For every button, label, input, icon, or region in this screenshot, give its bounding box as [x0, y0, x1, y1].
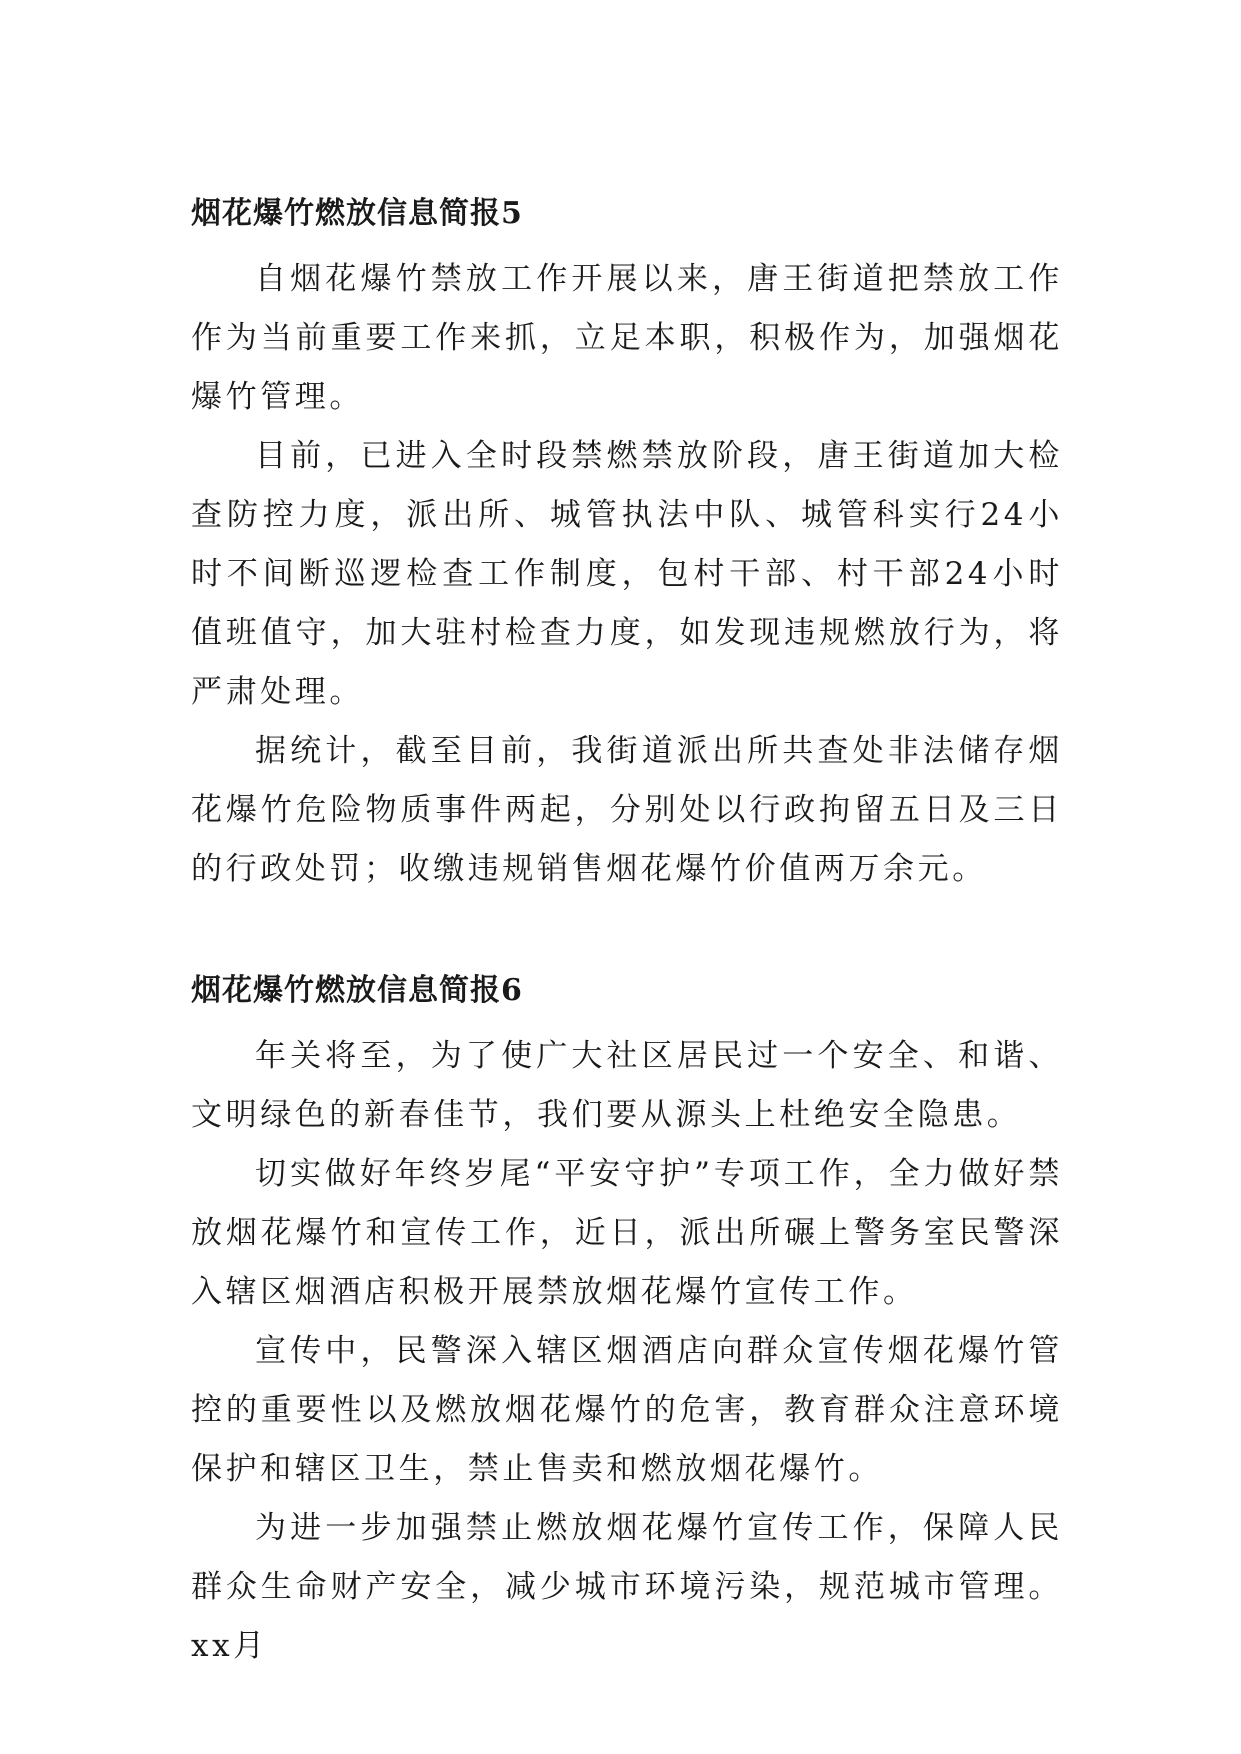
- briefing-section-6: [191, 967, 1063, 1676]
- paragraph: 目前，已进入全时段禁燃禁放阶段，唐王街道加大检查防控力度，派出所、城管执法中队、城管科实行24小时不间断巡逻检查工作制度，包村干部、村干部24小时值班值守，加大驻村检查力度，如发现违规燃放行为，将严肃处理。: [191, 438, 1063, 710]
- paragraph: 宣传中，民警深入辖区烟酒店向群众宣传烟花爆竹管控的重要性以及燃放烟花爆竹的危害，教育群众注意环境保护和辖区卫生，禁止售卖和燃放烟花爆竹。: [191, 1333, 1063, 1487]
- paragraph: 据统计，截至目前，我街道派出所共查处非法储存烟花爆竹危险物质事件两起，分别处以行政拘留五日及三日的行政处罚；收缴违规销售烟花爆竹价值两万余元。: [191, 733, 1063, 887]
- paragraph: 切实做好年终岁尾“平安守护”专项工作，全力做好禁放烟花爆竹和宣传工作，近日，派出所碾上警务室民警深入辖区烟酒店积极开展禁放烟花爆竹宣传工作。: [191, 1156, 1063, 1310]
- paragraph: 年关将至，为了使广大社区居民过一个安全、和谐、文明绿色的新春佳节，我们要从源头上杜绝安全隐患。: [191, 1038, 1063, 1133]
- paragraph: 为进一步加强禁止燃放烟花爆竹宣传工作，保障人民群众生命财产安全，减少城市环境污染，规范城市管理。xx月: [191, 1510, 1063, 1664]
- paragraph: 自烟花爆竹禁放工作开展以来，唐王街道把禁放工作作为当前重要工作来抓，立足本职，积极作为，加强烟花爆竹管理。: [191, 261, 1063, 415]
- section-title: 烟花爆竹燃放信息简报5: [191, 196, 523, 231]
- briefing-section-5: [191, 190, 1063, 899]
- section-title: 烟花爆竹燃放信息简报6: [191, 973, 523, 1008]
- document-page: [191, 190, 1063, 1676]
